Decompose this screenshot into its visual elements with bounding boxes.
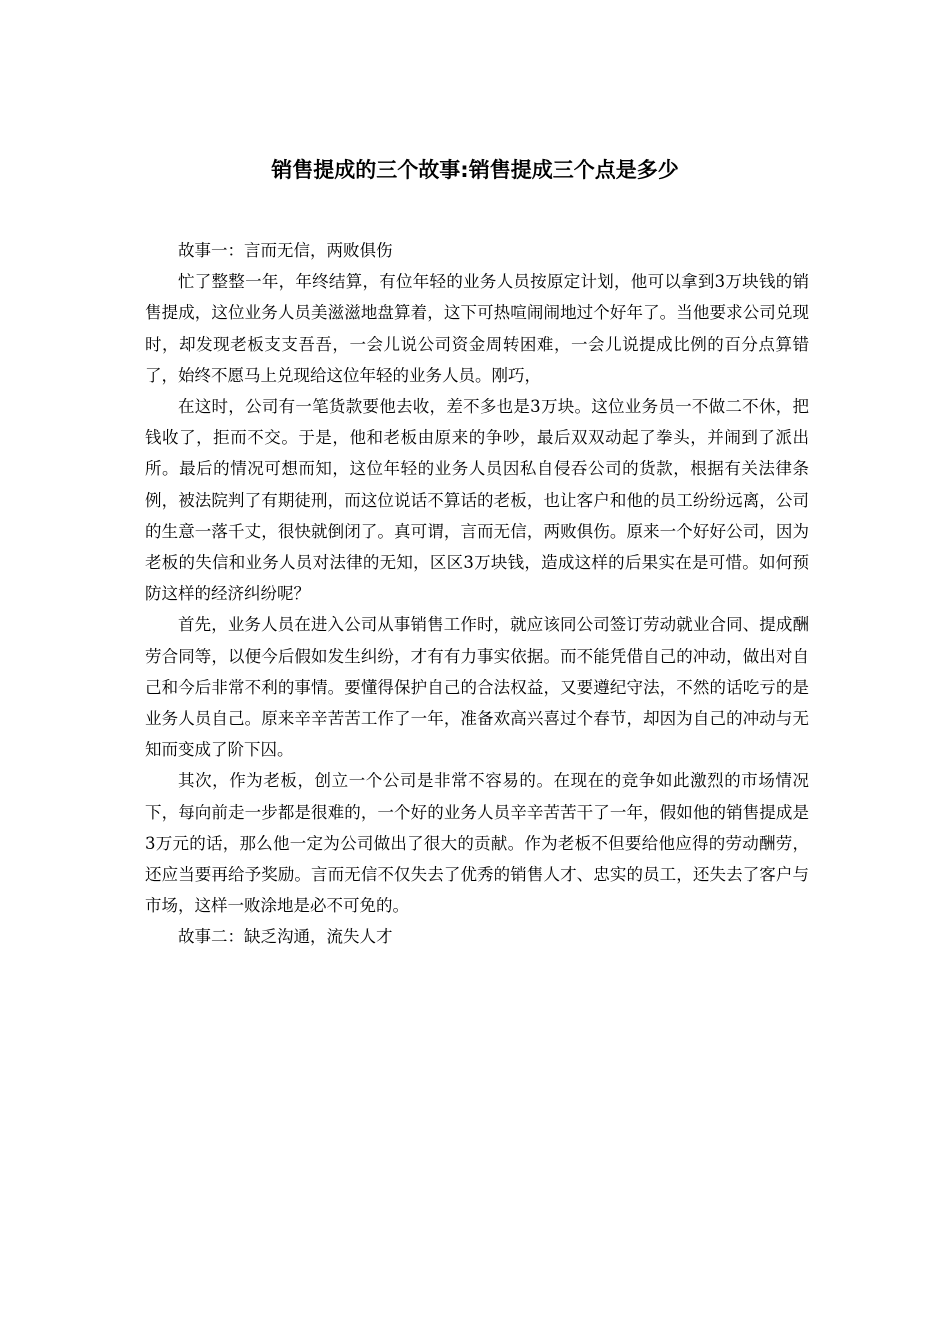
paragraph: 忙了整整一年，年终结算，有位年轻的业务人员按原定计划，他可以拿到3万块钱的销售提成，这位业务人员美滋滋地盘算着，这下可热喧闹闹地过个好年了。当他要求公司兑现时，却发现老板支支吾吾，一会儿说公司资金周转困难，一会儿说提成比例的百分点算错了，始终不愿马上兑现给这位年轻的业务人员。刚巧，: [145, 272, 809, 385]
paragraph: 在这时，公司有一笔货款要他去收，差不多也是3万块。这位业务员一不做二不休，把钱收了，拒而不交。于是，他和老板由原来的争吵，最后双双动起了拳头，并闹到了派出所。最后的情况可想而知，这位年轻的业务人员因私自侵吞公司的货款，根据有关法律条例，被法院判了有期徒刑，而这位说话不算话的老板，也让客户和他的员工纷纷远离，公司的生意一落千丈，很快就倒闭了。真可谓，言而无信，两败俱伤。原来一个好好公司，因为老板的失信和业务人员对法律的无知，区区3万块钱，造成这样的后果实在是可惜。如何预防这样的经济纠纷呢？: [145, 397, 809, 604]
paragraph: 首先，业务人员在进入公司从事销售工作时，就应该同公司签订劳动就业合同、提成酬劳合同等，以便今后假如发生纠纷，才有有力事实依据。而不能凭借自己的冲动，做出对自己和今后非常不利的事情。要懂得保护自己的合法权益，又要遵纪守法，不然的话吃亏的是业务人员自己。原来辛辛苦苦工作了一年，准备欢高兴喜过个春节，却因为自己的冲动与无知而变成了阶下囚。: [145, 615, 809, 760]
section-heading-story-two: 故事二：缺乏沟通，流失人才: [178, 927, 393, 947]
paragraph: 其次，作为老板，创立一个公司是非常不容易的。在现在的竞争如此激烈的市场情况下，每向前走一步都是很难的，一个好的业务人员辛辛苦苦干了一年，假如他的销售提成是3万元的话，那么他一定为公司做出了很大的贡献。作为老板不但要给他应得的劳动酬劳，还应当要再给予奖励。言而无信不仅失去了优秀的销售人才、忠实的员工，还失去了客户与市场，这样一败涂地是必不可免的。: [145, 771, 809, 916]
section-heading-story-one: 故事一：言而无信，两败俱伤: [178, 241, 393, 260]
document-title: 销售提成的三个故事:销售提成三个点是多少: [271, 158, 679, 182]
document-body: [145, 235, 809, 953]
